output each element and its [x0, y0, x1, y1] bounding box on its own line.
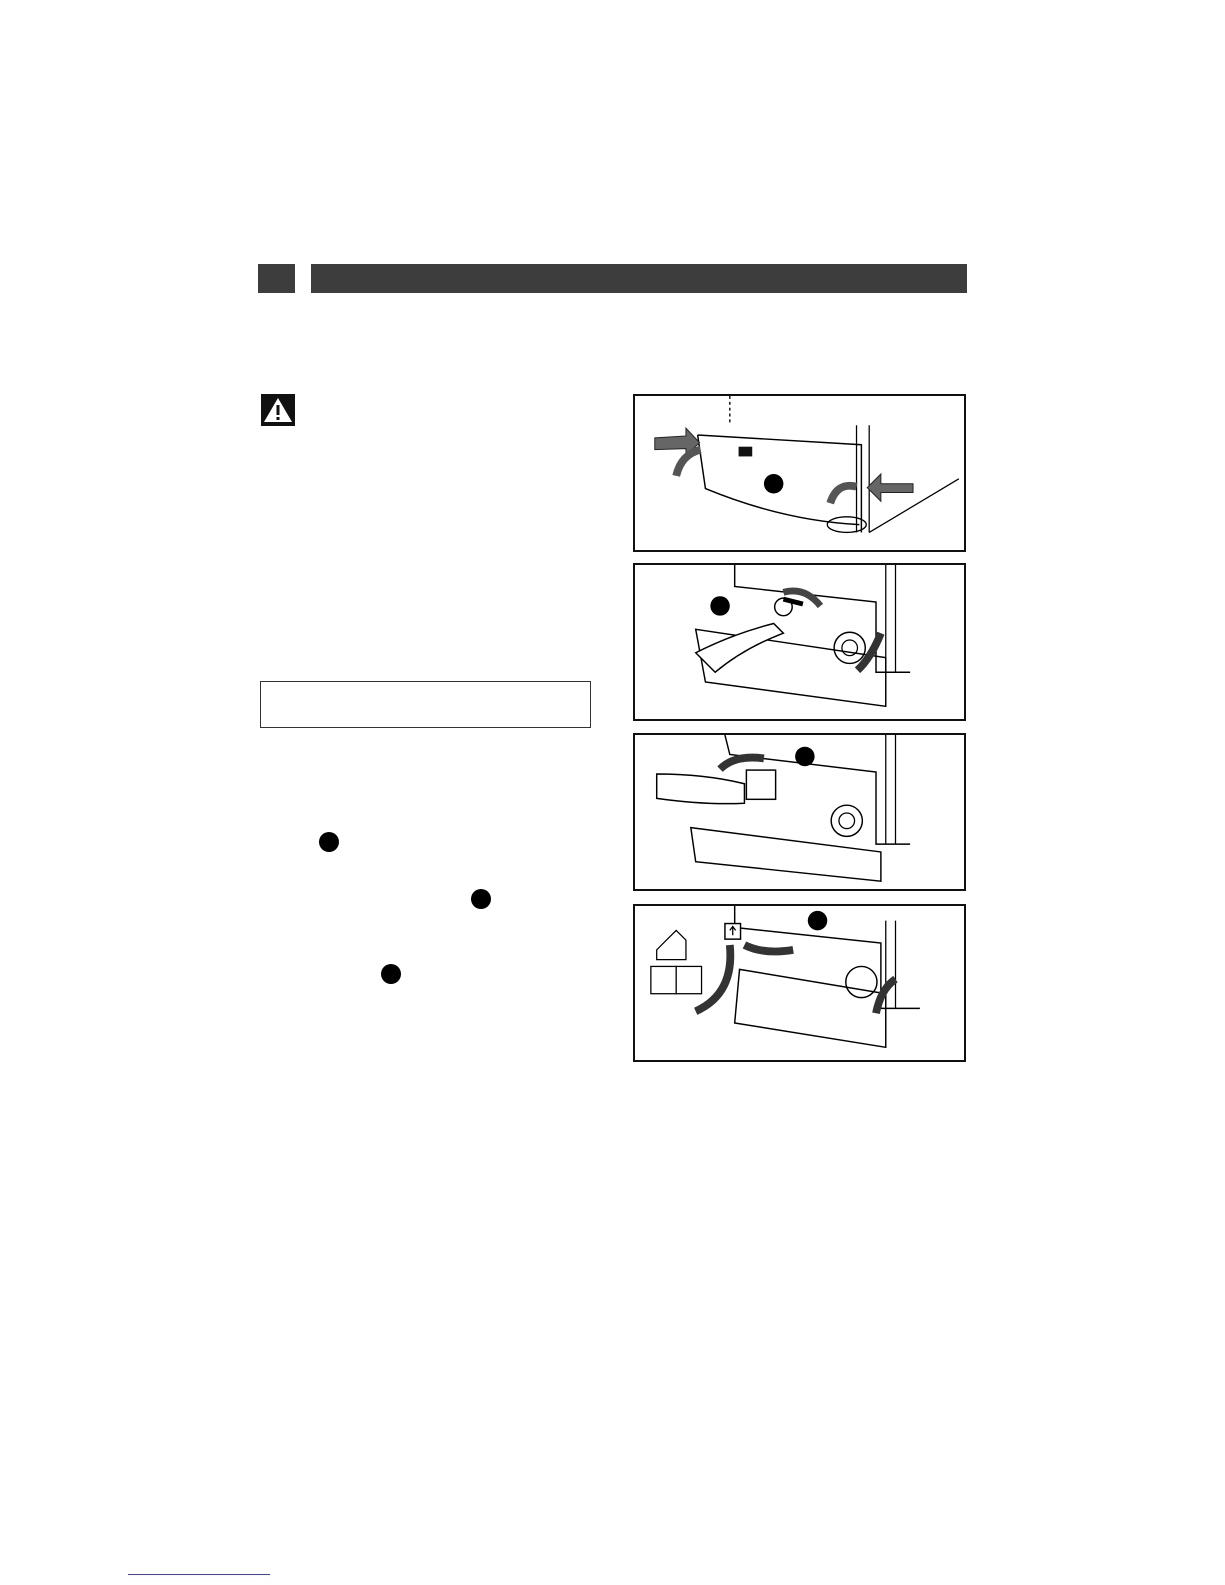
figure-remove-plinth-cover: [633, 394, 966, 552]
figure-pull-out-filter: [633, 733, 966, 891]
callout-dot: [381, 964, 401, 984]
section-number-box: [258, 264, 295, 293]
note-box: [260, 681, 591, 728]
callout-dot: [808, 911, 827, 930]
warning-icon: [261, 394, 295, 426]
figure-open-filter-cap: [633, 563, 966, 721]
callout-dot: [764, 474, 783, 493]
callout-dot: [471, 889, 491, 909]
callout-dot: [795, 747, 814, 766]
footer-link-underline[interactable]: [128, 1574, 270, 1575]
callout-dot: [710, 596, 729, 615]
figure-refit-cover: [633, 904, 966, 1062]
callout-dot: [319, 832, 339, 852]
section-title-bar: [311, 264, 967, 293]
